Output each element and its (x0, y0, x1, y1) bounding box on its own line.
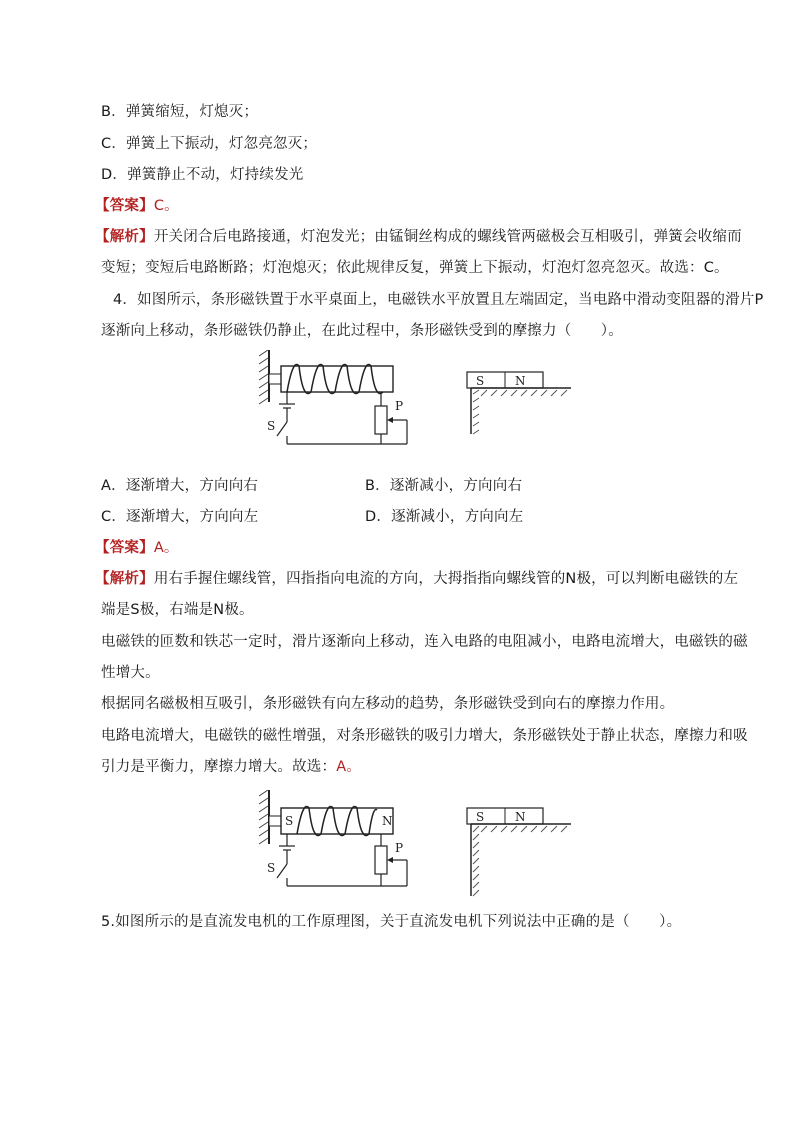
q4-explanation-p4-line-1: 电路电流增大，电磁铁的磁性增强，对条形磁铁的吸引力增大，条形磁铁处于静止状态，摩擦力和吸 (101, 728, 748, 744)
q4-explanation-p2-line-2: 性增大。 (101, 665, 160, 681)
fig2-magnet-n: N (515, 810, 526, 824)
q4-explanation-line-2: 端是S极，右端是N极。 (101, 602, 254, 618)
q4-answer-value: A。 (153, 540, 179, 556)
explanation-tag: 【解析】 (95, 229, 154, 245)
q4-option-a: A．逐渐增大，方向向右 (101, 478, 259, 494)
q4-explanation-p4-line-2 (101, 757, 361, 777)
fig2-switch-label: S (267, 861, 276, 875)
option-d: D．弹簧静止不动，灯持续发光 (101, 167, 304, 183)
explanation-line-2: 变短；变短后电路断路；灯泡熄灭；依此规律反复，弹簧上下振动，灯泡灯忽亮忽灭。故选：C。 (101, 260, 729, 276)
q4-answer-tag: 【答案】 (95, 540, 154, 556)
q4-explanation-p2-line-1: 电磁铁的匝数和铁芯一定时，滑片逐渐向上移动，连入电路的电阻减小，电路电流增大，电磁铁的磁 (101, 634, 748, 650)
q4-explanation-p3: 根据同名磁极相互吸引，条形磁铁有向左移动的趋势，条形磁铁受到向右的摩擦力作用。 (101, 696, 675, 712)
q4-option-d: D．逐渐减小，方向向左 (365, 509, 524, 525)
option-c: C．弹簧上下振动，灯忽亮忽灭； (101, 136, 318, 152)
q4-explanation-line-1 (95, 569, 738, 589)
fig1-slider-label: P (395, 399, 404, 413)
q4-stem-line-2: 逐渐向上移动，条形磁铁仍静止，在此过程中，条形磁铁受到的摩擦力（ ）。 (101, 323, 623, 339)
q4-explanation-text: 用右手握住螺线管，四指指向电流的方向，大拇指指向螺线管的N极，可以判断电磁铁的左 (153, 571, 739, 587)
answer-line (95, 196, 179, 216)
explanation-line-1 (95, 227, 742, 247)
fig1-switch-label: S (267, 419, 276, 433)
option-b: B．弹簧缩短，灯熄灭； (101, 104, 259, 120)
q4-explanation-p4-text: 引力是平衡力，摩擦力增大。故选： (101, 759, 337, 775)
fig1-magnet-n: N (515, 374, 526, 388)
fig1-magnet-s: S (476, 374, 485, 388)
q4-option-c: C．逐渐增大，方向向左 (101, 509, 259, 525)
q4-answer-line (95, 538, 179, 558)
fig2-coil-n: N (382, 814, 393, 828)
answer-tag: 【答案】 (95, 198, 154, 214)
q4-figure-1 (255, 350, 575, 450)
q4-figure-2 (255, 790, 575, 900)
q4-stem-line-1: 4．如图所示，条形磁铁置于水平桌面上，电磁铁水平放置且左端固定，当电路中滑动变阻器的滑片P (113, 292, 764, 308)
q4-explanation-tag: 【解析】 (95, 571, 154, 587)
explanation-text: 开关闭合后电路接通，灯泡发光；由锰铜丝构成的螺线管两磁极会互相吸引，弹簧会收缩而 (153, 229, 742, 245)
fig2-magnet-s: S (476, 810, 485, 824)
fig2-slider-label: P (395, 841, 404, 855)
answer-value: C。 (153, 198, 179, 214)
fig2-coil-s: S (285, 814, 294, 828)
q4-option-b: B．逐渐减小，方向向右 (365, 478, 523, 494)
q5-stem: 5.如图所示的是直流发电机的工作原理图，关于直流发电机下列说法中正确的是（ ）。 (101, 914, 682, 930)
q4-explanation-p4-answer: A。 (336, 759, 362, 775)
